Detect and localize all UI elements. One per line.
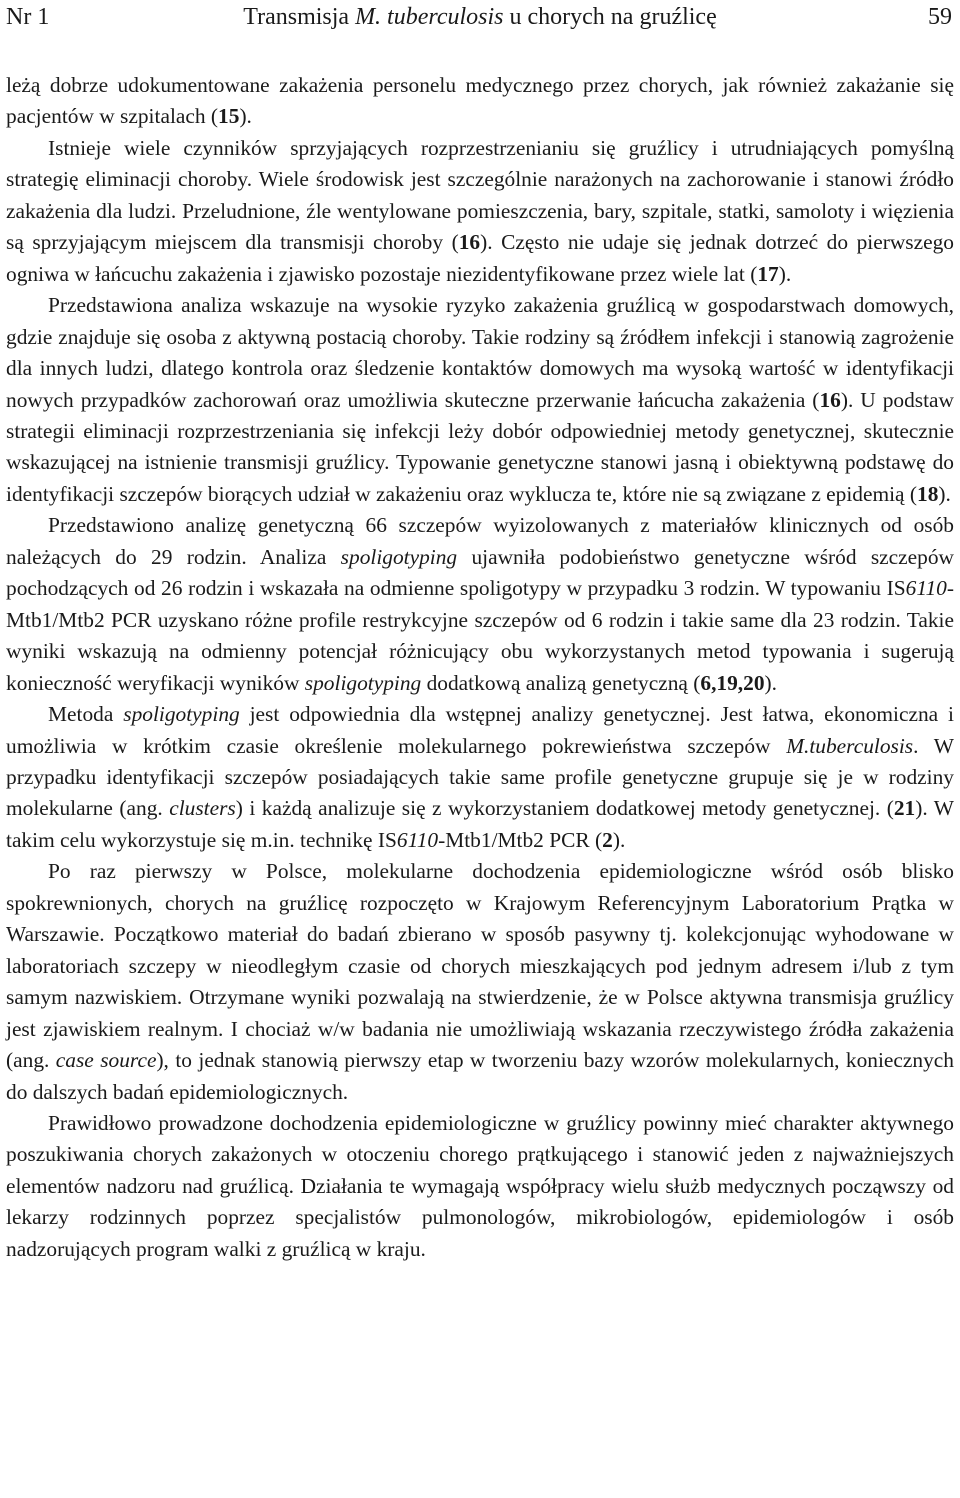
paragraph-text: Metoda bbox=[48, 702, 124, 727]
citation-ref: 2 bbox=[602, 827, 613, 852]
paragraph-text: ), to jednak stanowią pierwszy etap w tworzeniu bazy wzorów molekularnych, koniecznych do dalszych badań epidemiologicznych. bbox=[6, 1048, 954, 1104]
paragraph-text: . W przypadku identyfikacji szczepów posiadających takie same profile genetyczne grupuje się je w rodziny molekularne (ang. bbox=[6, 733, 954, 821]
italic-term: spoligotyping bbox=[123, 702, 240, 727]
italic-term: 6110 bbox=[396, 827, 439, 852]
citation-ref: 6,19,20 bbox=[700, 670, 765, 695]
body-text bbox=[6, 70, 954, 1265]
italic-term: M.tuberculosis bbox=[786, 733, 914, 758]
paragraph-3 bbox=[6, 290, 954, 510]
citation-ref: 16 bbox=[458, 230, 481, 255]
page-number: 59 bbox=[928, 4, 952, 30]
paragraph-text: ). bbox=[938, 481, 951, 506]
paragraph-text: Prawidłowo prowadzone dochodzenia epidemiologiczne w gruźlicy powinny mieć charakter aktywnego poszukiwania chorych zakażonych w otoczeniu chorego prątkującego i stanowić jeden z najważniejszych elementów nadzoru nad gruźlicą. Działania te wymagają współpracy wielu służb medycznych począwszy od lekarzy rodzinnych poprzez specjalistów pulmonologów, mikrobiologów, epidemiologów i osób nadzorujących program walki z gruźlicą w kraju. bbox=[6, 1110, 954, 1261]
citation-ref: 21 bbox=[893, 796, 916, 821]
paragraph-text: ) i każdą analizuje się z wykorzystaniem dodatkowej metody genetycznej. ( bbox=[235, 796, 894, 821]
citation-ref: 18 bbox=[917, 481, 939, 506]
citation-ref: 15 bbox=[218, 104, 240, 129]
paragraph-text: ujawniła podobieństwo genetyczne wśród szczepów pochodzących od 26 rodzin i wskazała na odmienne spoligotypy w przypadku 3 rodzin. W typowaniu IS bbox=[6, 544, 954, 601]
paragraph-text: leżą dobrze udokumentowane zakażenia personelu medycznego przez chorych, jak również zakażanie się pacjentów w szpitalach ( bbox=[6, 73, 954, 129]
italic-term: case source bbox=[55, 1048, 157, 1073]
italic-term: spoligotyping bbox=[340, 544, 458, 569]
paragraph-7 bbox=[6, 1108, 954, 1265]
paragraph-text: -Mtb1/Mtb2 PCR ( bbox=[438, 827, 603, 852]
paragraph-6 bbox=[6, 856, 954, 1108]
issue-number: Nr 1 bbox=[6, 4, 50, 30]
citation-ref: 16 bbox=[819, 387, 841, 412]
paragraph-text: dodatkową analizą genetyczną ( bbox=[421, 670, 701, 695]
paragraph-text: ). bbox=[612, 827, 626, 852]
italic-term: 6110 bbox=[905, 576, 947, 601]
paragraph-text: ). bbox=[764, 670, 778, 695]
paragraph-text: ). U podstaw strategii eliminacji rozprzestrzeniania się infekcji leży dobór odpowiedniej metody genetycznej, skutecznie wskazującej na istnienie transmisji gruźlicy. Typowanie genetyczne stanowi jasną i obiektywną podstawę do identyfikacji szczepów biorących udział w zakażeniu oraz wyklucza te, które nie są związane z epidemią ( bbox=[6, 387, 954, 506]
paragraph-5 bbox=[6, 699, 954, 856]
italic-term: clusters bbox=[169, 796, 236, 821]
paragraph-text: Przedstawiona analiza wskazuje na wysokie ryzyko zakażenia gruźlicą w gospodarstwach domowych, gdzie znajduje się osoba z aktywną postacią choroby. Takie rodziny są źródłem infekcji i stanowią zagrożenie dla innych ludzi, dlatego kontrola oraz śledzenie kontaktów domowych ma wysoką wartość w identyfikacji nowych przypadków zachorowań oraz umożliwia skuteczne przerwanie łańcucha zakażenia ( bbox=[6, 293, 954, 412]
paragraph-text: ). W takim celu wykorzystuje się m.in. technikę IS bbox=[6, 796, 954, 852]
paragraph-text: ). bbox=[778, 261, 792, 286]
paragraph-text: Istnieje wiele czynników sprzyjających rozprzestrzenianiu się gruźlicy i utrudniających pomyślną strategię eliminacji choroby. Wiele środowisk jest szczególnie narażonych na zachorowanie i stanowi źródło zakażenia dla ludzi. Przeludnione, źle wentylowane pomieszczenia, bary, szpitale, statki, samoloty i więzienia są sprzyjającym miejscem dla transmisji choroby ( bbox=[6, 135, 954, 255]
paragraph-text: jest odpowiednia dla wstępnej analizy genetycznej. Jest łatwa, ekonomiczna i umożliwia w krótkim czasie określenie molekularnego pokrewieństwa szczepów bbox=[6, 702, 954, 758]
paragraph-text: -Mtb1/Mtb2 PCR uzyskano różne profile restrykcyjne szczepów od 6 rodzin i takie same dla 23 rodzin. Takie wyniki wskazują na odmienny potencjał różnicujący obu wykorzystanych metod typowania i sugerują konieczność weryfikacji wyników bbox=[6, 576, 954, 695]
running-title-text: Transmisja bbox=[243, 4, 356, 30]
paragraph-text: ). Często nie udaje się jednak dotrzeć do pierwszego ogniwa w łańcuchu zakażenia i zjawisko pozostaje niezidentyfikowane przez wiele lat ( bbox=[6, 230, 954, 286]
paragraph-1 bbox=[6, 70, 954, 133]
paragraph-text: Przedstawiono analizę genetyczną 66 szczepów wyizolowanych z materiałów klinicznych od osób należących do 29 rodzin. Analiza bbox=[6, 513, 954, 569]
paragraph-4 bbox=[6, 510, 954, 699]
paragraph-text: ). bbox=[239, 104, 252, 129]
paragraph-2 bbox=[6, 133, 954, 290]
italic-term: spoligotyping bbox=[304, 670, 422, 695]
running-title-text: u chorych na gruźlicę bbox=[503, 4, 717, 30]
paragraph-text: Po raz pierwszy w Polsce, molekularne dochodzenia epidemiologiczne wśród osób blisko spokrewnionych, chorych na gruźlicę rozpoczęto w Krajowym Referencyjnym Laboratorium Prątka w Warszawie. Początkowo materiał do badań zbierano w sposób pasywny tj. kolekcjonując wyhodowane w laboratoriach szczepy w nieodległym czasie od chorych mieszkających pod jednym adresem i/lub z tym samym nazwiskiem. Otrzymane wyniki pozwalają na stwierdzenie, że w Polsce aktywna transmisja gruźlicy jest zjawiskiem realnym. I chociaż w/w badania nie umożliwiają wskazania rzeczywistego źródła zakażenia (ang. bbox=[6, 859, 954, 1073]
citation-ref: 17 bbox=[757, 261, 779, 286]
running-header bbox=[0, 0, 960, 40]
running-title-species: M. tuberculosis bbox=[355, 4, 504, 30]
running-title bbox=[0, 0, 960, 34]
